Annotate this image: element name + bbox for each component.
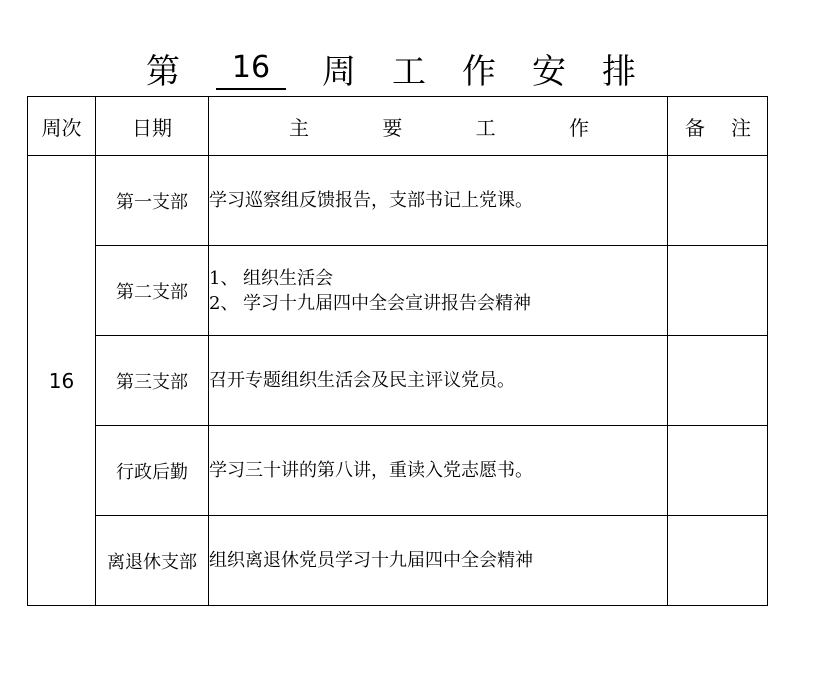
table-row xyxy=(28,336,768,426)
list-item xyxy=(209,291,667,316)
work-cell: 学习巡察组反馈报告，支部书记上党课。 xyxy=(209,156,668,246)
dept-cell: 行政后勤 xyxy=(96,426,209,516)
title-prefix: 第 xyxy=(146,52,180,92)
list-item xyxy=(209,266,667,291)
header-main-char-4: 作 xyxy=(568,115,589,140)
header-note-char-1: 备 xyxy=(685,115,705,140)
title-char-1: 周 xyxy=(322,52,356,92)
dept-cell: 第二支部 xyxy=(96,246,209,336)
title-char-4: 安 xyxy=(532,52,566,92)
work-cell: 学习三十讲的第八讲，重读入党志愿书。 xyxy=(209,426,668,516)
list-item-text: 学习十九届四中全会宣讲报告会精神 xyxy=(243,292,531,314)
header-main-work xyxy=(209,97,668,156)
schedule-table xyxy=(27,96,768,606)
header-note-char-2: 注 xyxy=(731,115,751,140)
note-cell xyxy=(668,246,768,336)
dept-cell: 第一支部 xyxy=(96,156,209,246)
title-week-number: 16 xyxy=(216,48,286,90)
week-cell: 16 xyxy=(28,156,96,606)
work-cell xyxy=(209,246,668,336)
dept-cell: 离退休支部 xyxy=(96,516,209,606)
title-char-5: 排 xyxy=(602,52,636,92)
work-cell: 组织离退休党员学习十九届四中全会精神 xyxy=(209,516,668,606)
header-main-char-3: 工 xyxy=(475,115,496,140)
dept-cell: 第三支部 xyxy=(96,336,209,426)
note-cell xyxy=(668,156,768,246)
header-main-char-2: 要 xyxy=(382,115,403,140)
table-row xyxy=(28,426,768,516)
note-cell xyxy=(668,336,768,426)
header-note xyxy=(668,97,768,156)
table-row xyxy=(28,516,768,606)
header-main-char-1: 主 xyxy=(289,115,309,140)
note-cell xyxy=(668,516,768,606)
header-row xyxy=(28,97,768,156)
page-title xyxy=(0,48,825,96)
list-item-text: 组织生活会 xyxy=(243,267,333,289)
title-char-3: 作 xyxy=(462,52,496,92)
work-cell: 召开专题组织生活会及民主评议党员。 xyxy=(209,336,668,426)
table-row xyxy=(28,246,768,336)
title-char-2: 工 xyxy=(392,52,426,92)
list-item-number: 1、 xyxy=(209,267,239,289)
table-row xyxy=(28,156,768,246)
note-cell xyxy=(668,426,768,516)
header-date: 日期 xyxy=(96,97,209,156)
list-item-number: 2、 xyxy=(209,292,239,314)
header-week: 周次 xyxy=(28,97,96,156)
